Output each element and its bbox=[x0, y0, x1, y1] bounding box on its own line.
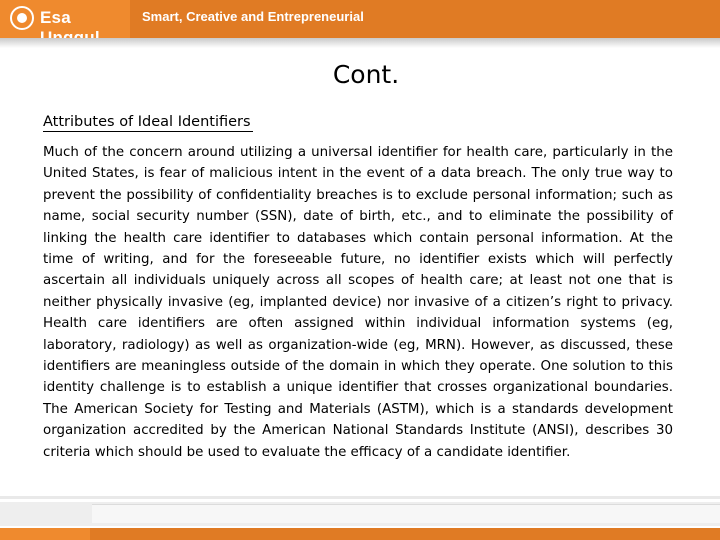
university-emblem-icon bbox=[10, 6, 34, 30]
footer-bar bbox=[0, 528, 720, 540]
logo-text: Esa bbox=[40, 8, 71, 27]
footer-bar-left bbox=[0, 528, 90, 540]
footer-accent bbox=[92, 504, 720, 523]
slide-subtitle: Attributes of Ideal Identifiers bbox=[43, 114, 251, 130]
slide-body-text: Much of the concern around utilizing a universal identifier for health care, particularly in the United States, is fear of malicious intent in the event of a data breach. The only true way to prevent the possibility of confidentiality breaches is to exclude personal information; such as name, social security number (SSN), date of birth, etc., and to eliminate the possibility of linking the health care identifier to databases which contain personal information. At the time of writing, and for the foreseeable future, no identifier exists which will perfectly ascertain all individuals uniquely across all scopes of health care; at least not one that is neither physically invasive (eg, implanted device) nor invasive of a citizen’s right to privacy. Health care identifiers are often assigned within individual information systems (eg, laboratory, radiology) as well as organization-wide (eg, MRN). However, as discussed, these identifiers are meaningless outside of the domain in which they operate. One solution to this identity challenge is to establish a unique identifier that crosses organizational boundaries. The American Society for Testing and Materials (ASTM), which is a standards development organization accredited by the American National Standards Institute (ANSI), describes 30 criteria which should be used to evaluate the efficacy of a candidate identifier. bbox=[43, 145, 673, 460]
header-tagline: Smart, Creative and Entrepreneurial bbox=[142, 9, 364, 24]
header-shadow bbox=[0, 38, 720, 48]
university-logo bbox=[0, 0, 130, 38]
footer-divider bbox=[0, 496, 720, 499]
header-bar bbox=[0, 0, 720, 38]
slide-title: Cont. bbox=[332, 60, 400, 89]
